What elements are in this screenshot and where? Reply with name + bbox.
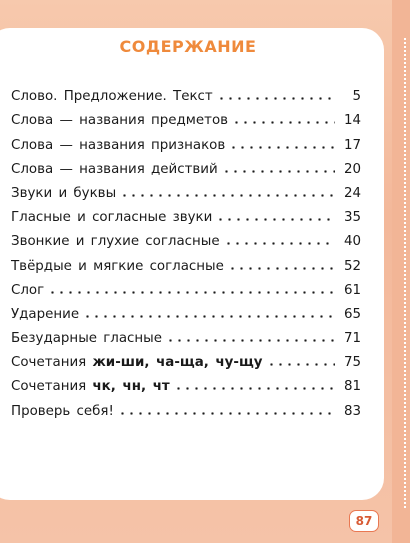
toc-entry[interactable] [11,370,361,394]
toc-entry-page: 5 [352,89,361,105]
toc-entry-label: Безударные гласные [11,331,162,347]
dot-leader [216,218,335,221]
toc-entry-label-wrap [11,355,267,370]
toc-entry-page: 52 [343,258,361,274]
toc-entry[interactable] [11,249,361,273]
toc-entry[interactable] [11,104,361,128]
toc-entry-label: Слова — названия действий [11,161,218,177]
dot-leader [166,339,335,342]
toc-entry[interactable] [11,153,361,177]
toc-entry-label: Сочетания [11,379,87,395]
dot-leader [120,194,335,197]
dot-leader [118,412,335,415]
toc-entry-label: Слова — названия предметов [11,113,229,129]
dot-leader [217,97,335,100]
toc-entry[interactable] [11,225,361,249]
toc-entry-page: 61 [343,282,361,298]
dot-leader [48,291,335,294]
toc-entry-page: 14 [343,113,361,129]
toc-entry-label: Ударение [11,306,80,322]
side-stripe [392,0,410,543]
page-number-badge: 87 [349,510,379,532]
toc-entry-page: 24 [343,185,361,201]
dot-leader [229,146,335,149]
toc-entry-label: Звонкие и глухие согласные [11,234,220,250]
toc-entry-bold-letters: чк, чн, чт [92,379,170,395]
toc-entry-label-wrap [11,379,174,394]
toc-entry-label: Слово. Предложение. Текст [11,89,213,105]
toc-entry-label: Твёрдые и мягкие согласные [11,258,224,274]
stripe-dotted-line [404,38,406,508]
dot-leader [228,267,335,270]
toc-entry-page: 17 [343,137,361,153]
toc-entry[interactable] [11,346,361,370]
dot-leader [224,242,335,245]
dot-leader [232,121,335,124]
toc-entry-page: 65 [343,306,361,322]
toc-entry-label: Гласные и согласные звуки [11,210,213,226]
toc-entry-page: 40 [343,234,361,250]
toc-entry[interactable] [11,274,361,298]
toc-entry-page: 83 [343,403,361,419]
toc-entry-page: 71 [343,331,361,347]
dot-leader [267,363,336,366]
toc-entry-page: 81 [343,379,361,395]
dot-leader [174,387,335,390]
dot-leader [83,315,335,318]
toc-entry[interactable] [11,80,361,104]
toc-entry-bold-letters: жи-ши, ча-ща, чу-щу [92,355,263,371]
toc-entry[interactable] [11,128,361,152]
toc-entry[interactable] [11,298,361,322]
page-title: СОДЕРЖАНИЕ [119,37,257,56]
toc-entry[interactable] [11,394,361,418]
toc-entry-page: 20 [343,161,361,177]
table-of-contents [11,80,361,419]
toc-entry-label: Сочетания [11,355,87,371]
toc-entry-label: Слова — названия признаков [11,137,226,153]
toc-entry-label: Слог [11,282,45,298]
toc-entry-page: 35 [343,210,361,226]
toc-entry[interactable] [11,177,361,201]
toc-entry-label: Звуки и буквы [11,185,117,201]
toc-entry-label: Проверь себя! [11,403,114,419]
toc-entry-page: 75 [343,355,361,371]
toc-entry[interactable] [11,201,361,225]
toc-entry[interactable] [11,322,361,346]
dot-leader [222,170,335,173]
